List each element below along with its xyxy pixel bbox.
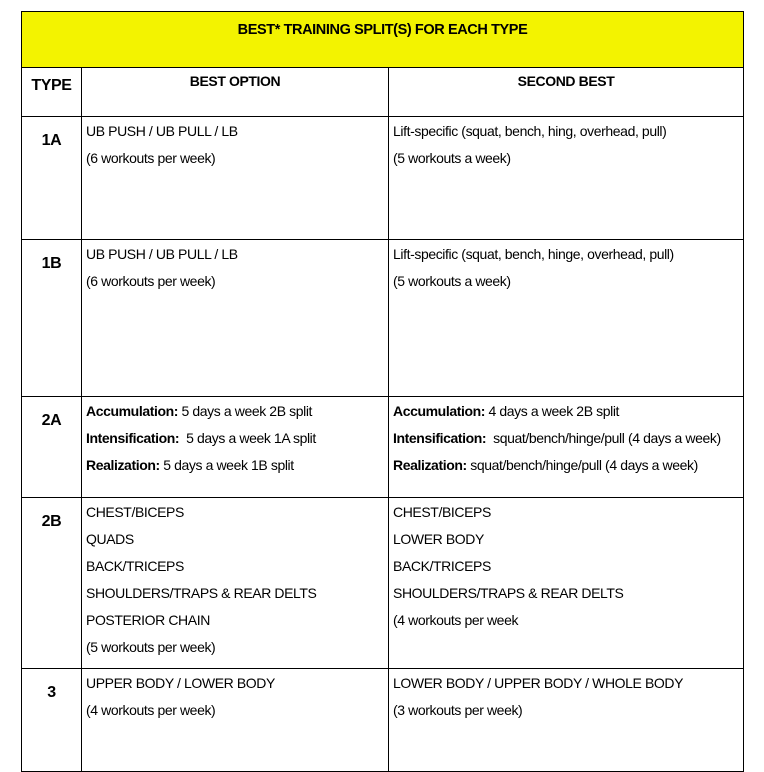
type-cell: 2B: [22, 498, 82, 669]
phase-text: 5 days a week 1B split: [159, 457, 294, 473]
training-split-table: [21, 11, 744, 772]
option-line: UPPER BODY / LOWER BODY: [86, 675, 275, 691]
best-option-cell: [82, 117, 389, 240]
option-line: UB PUSH / UB PULL / LB: [86, 123, 238, 139]
second-best-cell: [389, 498, 744, 669]
option-line: Lift-specific (squat, bench, hinge, overhead, pull): [393, 246, 674, 262]
option-line: QUADS: [86, 531, 134, 547]
phase-label: Intensification:: [86, 430, 180, 446]
option-line: Lift-specific (squat, bench, hing, overhead, pull): [393, 123, 667, 139]
phase-text: squat/bench/hinge/pull (4 days a week): [486, 430, 721, 446]
phase-line: [393, 398, 743, 425]
best-option-cell: [82, 397, 389, 498]
option-line: (5 workouts a week): [393, 273, 511, 289]
option-line: (5 workouts per week): [86, 639, 216, 655]
option-line: SHOULDERS/TRAPS & REAR DELTS: [86, 585, 317, 601]
phase-label: Realization:: [86, 457, 160, 473]
option-line: POSTERIOR CHAIN: [86, 612, 210, 628]
type-cell: 2A: [22, 397, 82, 498]
table-row-3: [22, 669, 744, 772]
option-line: UB PUSH / UB PULL / LB: [86, 246, 238, 262]
option-line: BACK/TRICEPS: [393, 558, 491, 574]
column-header-second-best: SECOND BEST: [389, 68, 744, 117]
second-best-cell: [389, 669, 744, 772]
phase-label: Realization:: [393, 457, 467, 473]
best-option-cell: [82, 669, 389, 772]
type-cell: 1A: [22, 117, 82, 240]
best-option-cell: [82, 498, 389, 669]
phase-label: Accumulation:: [86, 403, 179, 419]
type-cell: 3: [22, 669, 82, 772]
option-line: CHEST/BICEPS: [86, 504, 184, 520]
phase-text: 4 days a week 2B split: [485, 403, 620, 419]
table-title: BEST* TRAINING SPLIT(S) FOR EACH TYPE: [22, 12, 744, 68]
column-header-best-option: BEST OPTION: [82, 68, 389, 117]
option-line: LOWER BODY / UPPER BODY / WHOLE BODY: [393, 675, 684, 691]
phase-text: 5 days a week 2B split: [178, 403, 313, 419]
option-line: CHEST/BICEPS: [393, 504, 491, 520]
table-row-2b: [22, 498, 744, 669]
title-row: [22, 12, 744, 68]
option-line: (4 workouts per week): [86, 702, 216, 718]
table-row-1b: [22, 240, 744, 397]
phase-text: squat/bench/hinge/pull (4 days a week): [466, 457, 698, 473]
phase-line: [393, 452, 743, 479]
option-line: (6 workouts per week): [86, 150, 216, 166]
column-header-type: TYPE: [22, 68, 82, 117]
table-row-2a: [22, 397, 744, 498]
phase-text: 5 days a week 1A split: [179, 430, 316, 446]
phase-line: [86, 425, 388, 452]
option-line: BACK/TRICEPS: [86, 558, 184, 574]
option-line: SHOULDERS/TRAPS & REAR DELTS: [393, 585, 624, 601]
second-best-cell: [389, 240, 744, 397]
best-option-cell: [82, 240, 389, 397]
second-best-cell: [389, 397, 744, 498]
training-split-sheet: [21, 11, 743, 772]
type-cell: 1B: [22, 240, 82, 397]
option-line: (3 workouts per week): [393, 702, 523, 718]
option-line: (5 workouts a week): [393, 150, 511, 166]
phase-line: [86, 452, 388, 479]
option-line: (6 workouts per week): [86, 273, 216, 289]
phase-label: Accumulation:: [393, 403, 486, 419]
option-line: LOWER BODY: [393, 531, 484, 547]
phase-line: [86, 398, 388, 425]
option-line: (4 workouts per week: [393, 612, 519, 628]
phase-line: [393, 425, 743, 452]
second-best-cell: [389, 117, 744, 240]
header-row: [22, 68, 744, 117]
table-row-1a: [22, 117, 744, 240]
phase-label: Intensification:: [393, 430, 487, 446]
